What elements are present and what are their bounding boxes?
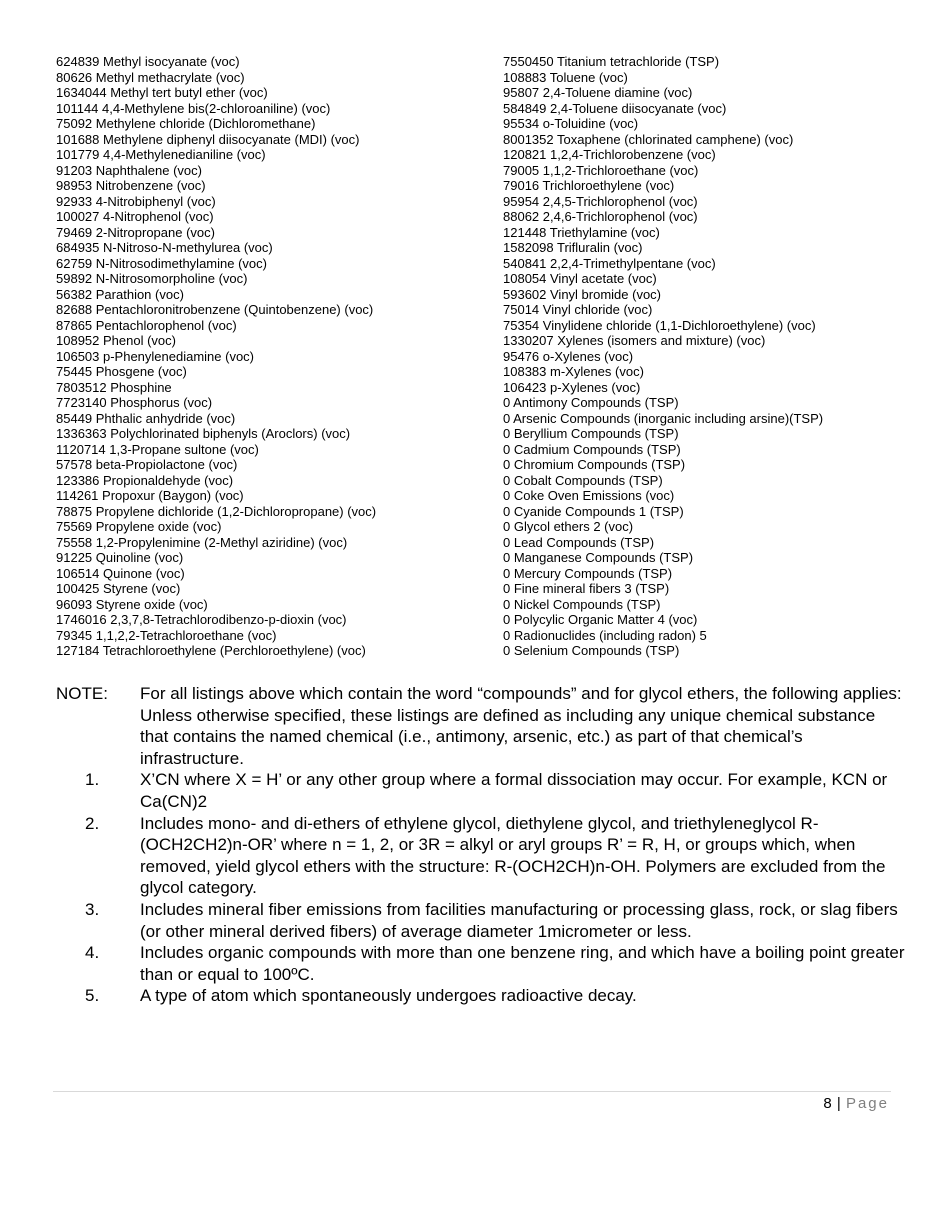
chemical-entry: 108952 Phenol (voc): [56, 333, 176, 348]
chemical-entry: 79345 1,1,2,2-Tetrachloroethane (voc): [56, 627, 277, 643]
chemical-entry: 0 Cadmium Compounds (TSP): [503, 441, 681, 457]
chemical-entry: 95807 2,4-Toluene diamine (voc): [503, 85, 693, 100]
chemical-entry: 108383 m-Xylenes (voc): [503, 364, 644, 379]
chemical-entry: 7723140 Phosphorus (voc): [56, 395, 213, 410]
chemical-entry: 78875 Propylene dichloride (1,2-Dichloropropane) (voc): [56, 503, 377, 519]
chemical-entry: 106423 p-Xylenes (voc): [503, 379, 641, 395]
chemical-entry: 106503 p-Phenylenediamine (voc): [56, 348, 255, 364]
footnote-number: 4.: [85, 943, 100, 963]
chemical-entry: 59892 N-Nitrosomorpholine (voc): [56, 271, 248, 286]
chemical-entry: 108883 Toluene (voc): [503, 69, 628, 85]
chemical-entry: 101688 Methylene diphenyl diisocyanate (MDI) (voc): [56, 131, 360, 147]
chemical-entry: 0 Radionuclides (including radon) 5: [503, 627, 707, 643]
chemical-entry: 624839 Methyl isocyanate (voc): [56, 54, 240, 69]
chemical-entry: 98953 Nitrobenzene (voc): [56, 178, 206, 193]
chemical-entry: 1336363 Polychlorinated biphenyls (Aroclors) (voc): [56, 426, 351, 441]
chemical-entry: 684935 N-Nitroso-N-methylurea (voc): [56, 240, 273, 255]
chemical-entry: 0 Cobalt Compounds (TSP): [503, 472, 663, 488]
chemical-entry: 75445 Phosgene (voc): [56, 364, 187, 379]
chemical-entry: 593602 Vinyl bromide (voc): [503, 286, 662, 302]
chemical-entry: 123386 Propionaldehyde (voc): [56, 472, 234, 488]
chemical-entry: 101779 4,4-Methylenedianiline (voc): [56, 147, 266, 162]
footnote-number: 1.: [85, 770, 100, 790]
chemical-entry: 114261 Propoxur (Baygon) (voc): [56, 488, 244, 503]
footer-divider: [53, 1091, 891, 1092]
footnote-text: X’CN where X = H’ or any other group where a formal dissociation may occur. For example, KCN or Ca(CN)2: [140, 770, 888, 811]
chemical-entry: 0 Polycylic Organic Matter 4 (voc): [503, 612, 698, 627]
footnote-list: [56, 769, 906, 1007]
chemical-entry: 1330207 Xylenes (isomers and mixture) (voc): [503, 333, 766, 348]
footer-separator: |: [836, 1095, 842, 1112]
chemical-entry: 95476 o-Xylenes (voc): [503, 348, 634, 364]
chemical-entry: 96093 Styrene oxide (voc): [56, 596, 208, 612]
footnote-text: Includes organic compounds with more than one benzene ring, and which have a boiling point greater than or equal to 100ºC.: [140, 943, 905, 984]
chemical-entry: 0 Cyanide Compounds 1 (TSP): [503, 503, 684, 519]
chemical-entry: 75558 1,2-Propylenimine (2-Methyl aziridine) (voc): [56, 534, 348, 550]
chemical-entry: 0 Manganese Compounds (TSP): [503, 550, 694, 565]
chemical-list-left: [56, 54, 486, 659]
chemical-entry: 85449 Phthalic anhydride (voc): [56, 410, 236, 426]
chemical-entry: 95954 2,4,5-Trichlorophenol (voc): [503, 193, 698, 209]
chemical-entry: 121448 Triethylamine (voc): [503, 224, 660, 240]
chemical-entry: 1120714 1,3-Propane sultone (voc): [56, 441, 259, 457]
chemical-entry: 0 Fine mineral fibers 3 (TSP): [503, 581, 670, 596]
chemical-entry: 0 Arsenic Compounds (inorganic including arsine)(TSP): [503, 410, 824, 426]
chemical-entry: 88062 2,4,6-Trichlorophenol (voc): [503, 209, 698, 224]
page-label: Page: [845, 1095, 889, 1112]
chemical-entry: 106514 Quinone (voc): [56, 565, 185, 581]
chemical-entry: 0 Antimony Compounds (TSP): [503, 395, 679, 410]
chemical-entry: 7803512 Phosphine: [56, 379, 172, 395]
chemical-entry: 0 Selenium Compounds (TSP): [503, 643, 680, 658]
chemical-entry: 92933 4-Nitrobiphenyl (voc): [56, 193, 216, 209]
chemical-entry: 100425 Styrene (voc): [56, 581, 181, 596]
chemical-entry: 95534 o-Toluidine (voc): [503, 116, 639, 131]
footnote-number: 3.: [85, 899, 100, 919]
chemical-entry: 91225 Quinoline (voc): [56, 550, 184, 565]
chemical-entry: 0 Nickel Compounds (TSP): [503, 596, 661, 612]
chemical-entry: 0 Chromium Compounds (TSP): [503, 457, 686, 472]
chemical-entry: 7550450 Titanium tetrachloride (TSP): [503, 54, 720, 69]
chemical-entry: 120821 1,2,4-Trichlorobenzene (voc): [503, 147, 716, 162]
footnote-item: [56, 813, 906, 899]
chemical-entry: 540841 2,2,4-Trimethylpentane (voc): [503, 255, 716, 271]
footnote-item: [56, 899, 906, 942]
notes-section: [56, 683, 906, 1007]
chemical-entry: 1634044 Methyl tert butyl ether (voc): [56, 85, 268, 100]
chemical-entry: 80626 Methyl methacrylate (voc): [56, 69, 245, 85]
chemical-entry: 0 Glycol ethers 2 (voc): [503, 519, 634, 534]
chemical-entry: 0 Beryllium Compounds (TSP): [503, 426, 679, 441]
chemical-entry: 1746016 2,3,7,8-Tetrachlorodibenzo-p-dioxin (voc): [56, 612, 347, 627]
footnote-number: 2.: [85, 813, 100, 833]
chemical-entry: 62759 N-Nitrosodimethylamine (voc): [56, 255, 267, 271]
chemical-entry: 56382 Parathion (voc): [56, 286, 184, 302]
chemical-entry: 87865 Pentachlorophenol (voc): [56, 317, 237, 333]
chemical-entry: 57578 beta-Propiolactone (voc): [56, 457, 238, 472]
chemical-entry: 108054 Vinyl acetate (voc): [503, 271, 657, 286]
note-paragraph: [56, 683, 906, 769]
chemical-entry: 82688 Pentachloronitrobenzene (Quintobenzene) (voc): [56, 302, 374, 317]
page-number: 8: [823, 1095, 833, 1112]
chemical-entry: 79005 1,1,2-Trichloroethane (voc): [503, 162, 699, 178]
chemical-entry: 79469 2-Nitropropane (voc): [56, 224, 215, 240]
chemical-entry: 91203 Naphthalene (voc): [56, 162, 202, 178]
footnote-text: Includes mineral fiber emissions from facilities manufacturing or processing glass, rock, or slag fibers (or other mineral derived fibers) of average diameter 1micrometer or less.: [140, 899, 898, 941]
note-label: NOTE:: [56, 684, 108, 703]
footnote-item: [56, 769, 906, 812]
chemical-entry: 0 Coke Oven Emissions (voc): [503, 488, 675, 503]
chemical-entry: 100027 4-Nitrophenol (voc): [56, 209, 214, 224]
note-text: For all listings above which contain the word “compounds” and for glycol ethers, the following applies: Unless otherwise specified, these listings are defined as including any unique chemical substance that contains the named chemical (i.e., antimony, arsenic, etc.) as part of that chemical’s infrastructure.: [140, 684, 902, 768]
page-footer: [823, 1095, 889, 1112]
footnote-item: [56, 985, 906, 1007]
footnote-text: A type of atom which spontaneously undergoes radioactive decay.: [140, 986, 637, 1006]
footnote-item: [56, 942, 906, 985]
chemical-entry: 127184 Tetrachloroethylene (Perchloroethylene) (voc): [56, 643, 366, 658]
footnote-text: Includes mono- and di-ethers of ethylene glycol, diethylene glycol, and triethyleneglycol R-(OCH2CH2)n-OR’ where n = 1, 2, or 3R = alkyl or aryl groups R’ = R, H, or groups which, when removed, yield glycol ethers with the structure: R-(OCH2CH)n-OH. Polymers are excluded from the glycol category.: [140, 813, 886, 898]
chemical-entry: 584849 2,4-Toluene diisocyanate (voc): [503, 100, 727, 116]
chemical-list-right: [503, 54, 923, 659]
chemical-entry: 1582098 Trifluralin (voc): [503, 240, 643, 255]
footnote-number: 5.: [85, 986, 100, 1006]
chemical-entry: 8001352 Toxaphene (chlorinated camphene) (voc): [503, 131, 794, 147]
chemical-entry: 79016 Trichloroethylene (voc): [503, 178, 675, 193]
chemical-entry: 75014 Vinyl chloride (voc): [503, 302, 653, 317]
chemical-entry: 0 Mercury Compounds (TSP): [503, 565, 673, 581]
chemical-entry: 75354 Vinylidene chloride (1,1-Dichloroethylene) (voc): [503, 317, 816, 333]
chemical-entry: 75092 Methylene chloride (Dichloromethane): [56, 116, 316, 131]
chemical-entry: 0 Lead Compounds (TSP): [503, 534, 655, 550]
chemical-entry: 75569 Propylene oxide (voc): [56, 519, 222, 534]
chemical-entry: 101144 4,4-Methylene bis(2-chloroaniline) (voc): [56, 100, 331, 116]
